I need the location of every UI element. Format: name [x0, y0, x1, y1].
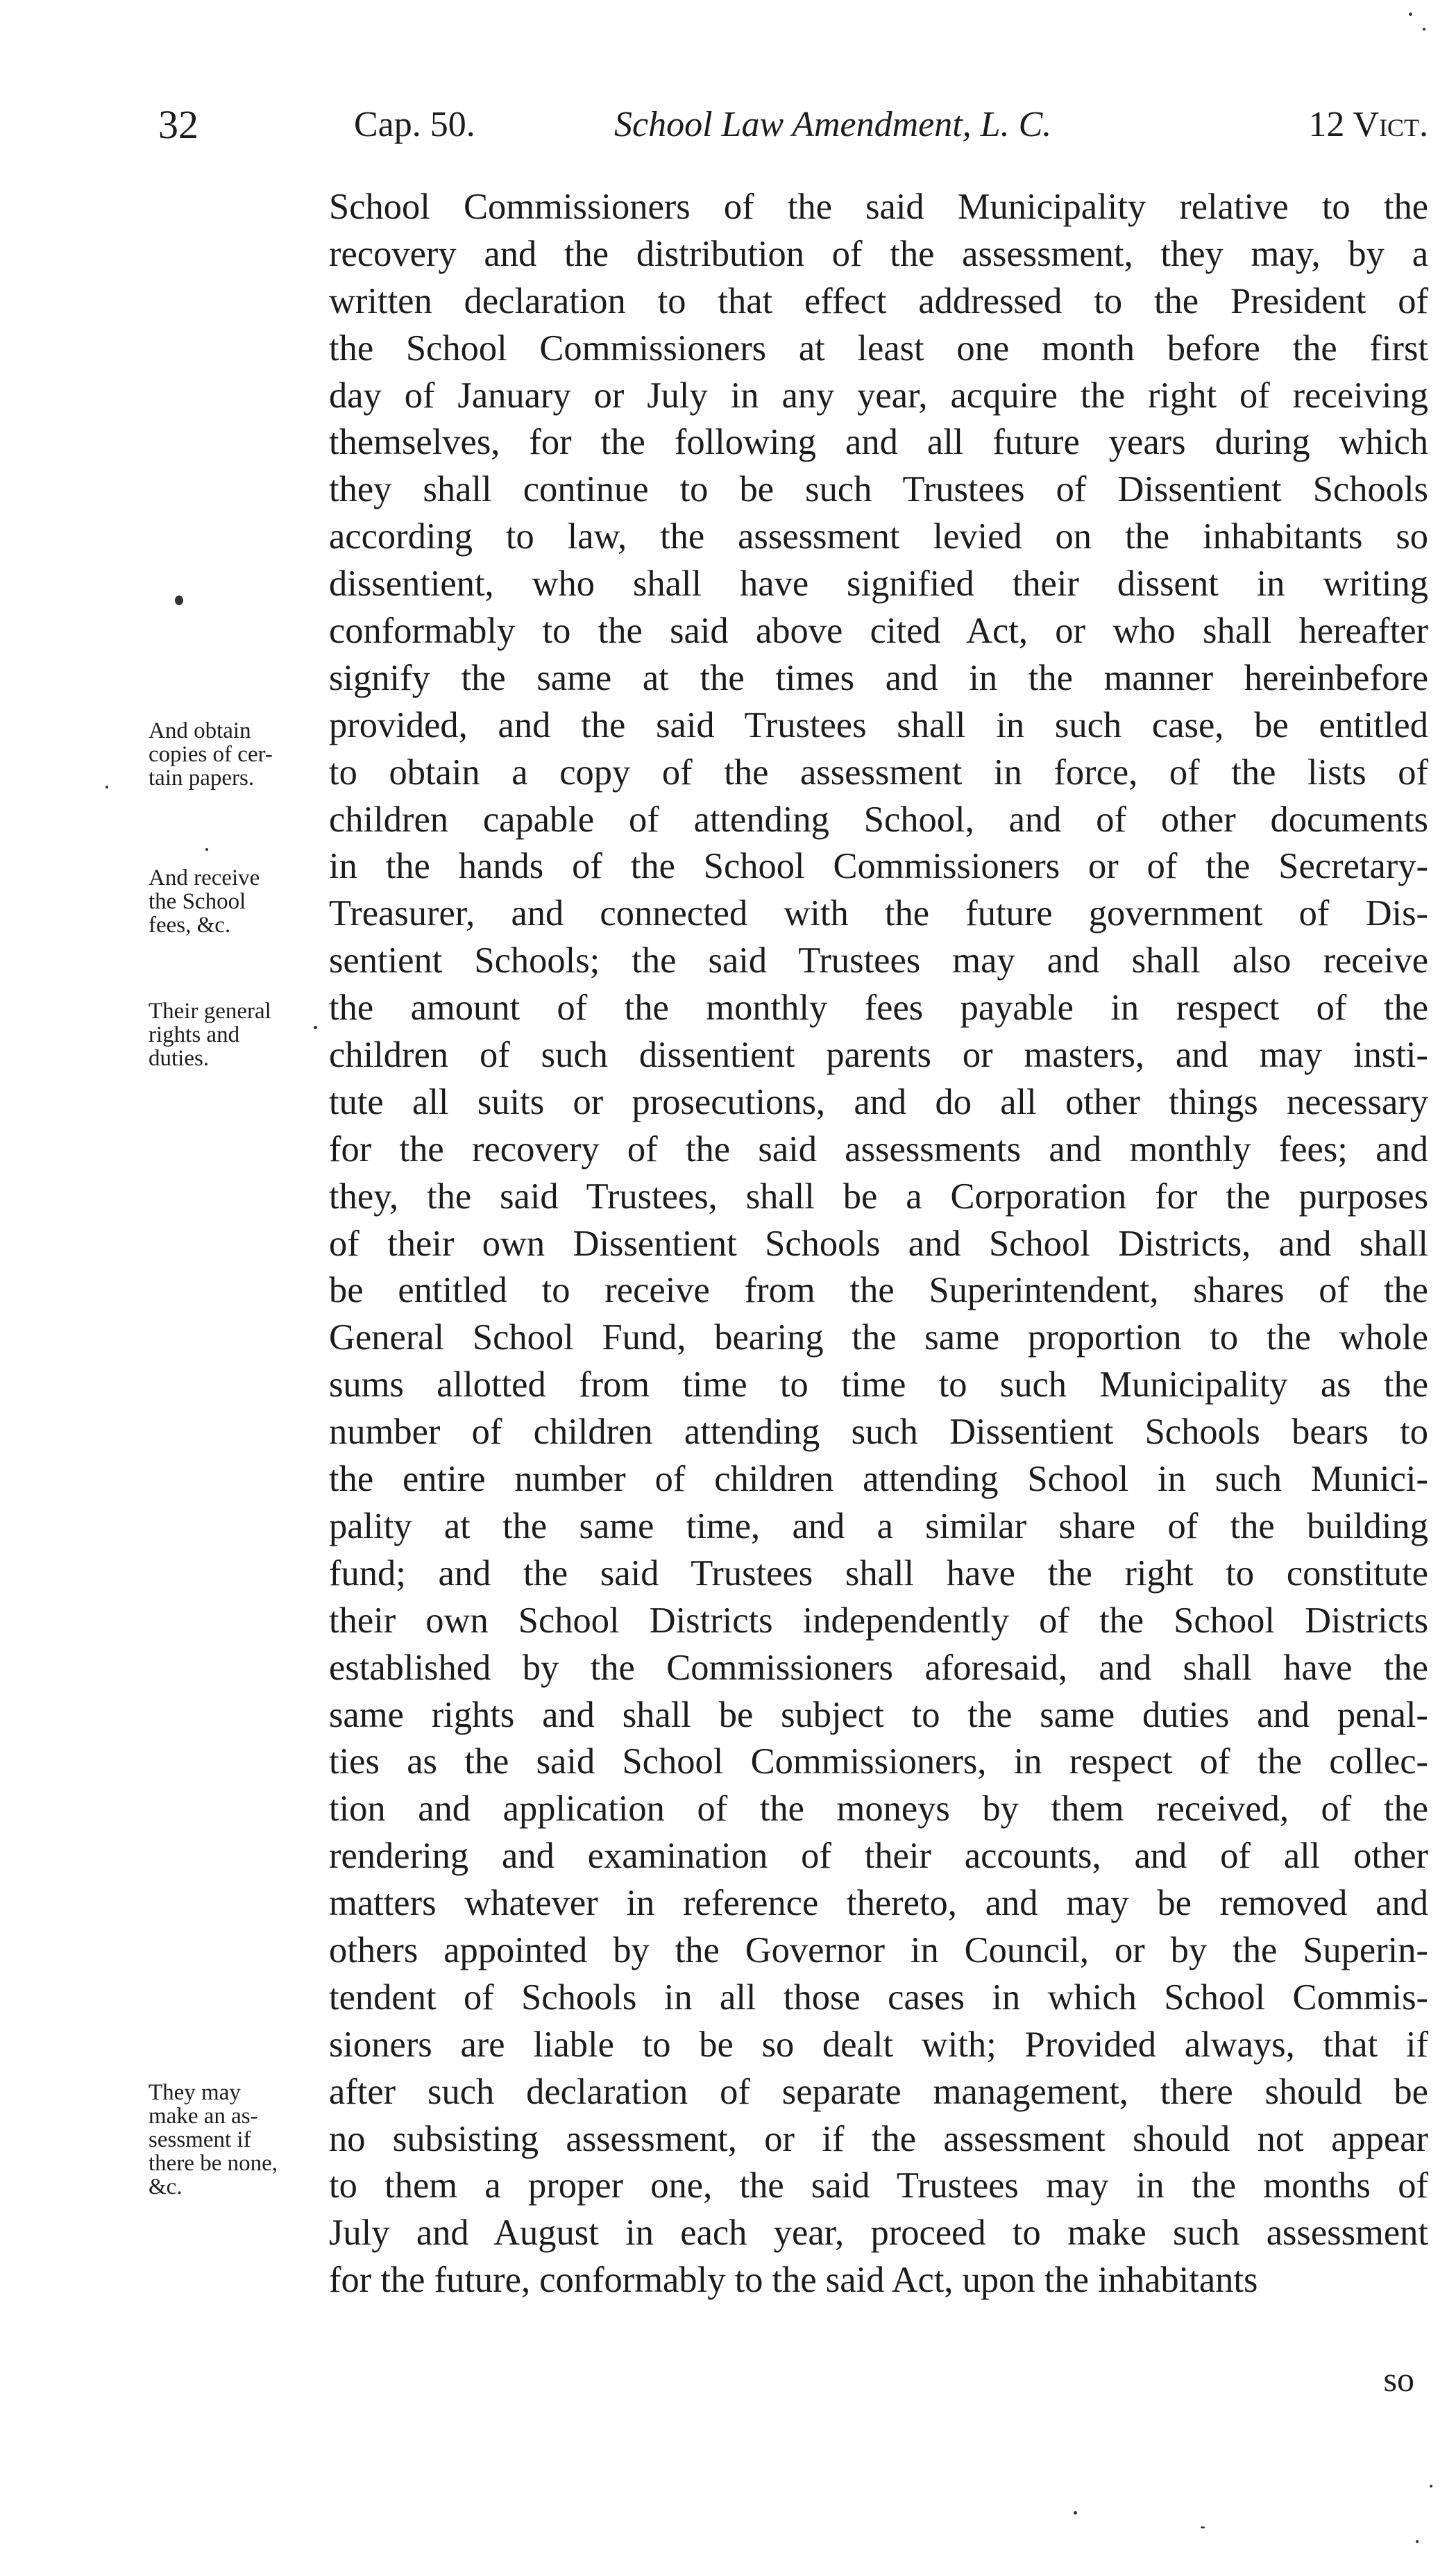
- body-line: same rights and shall be subject to the same duties and penal-: [329, 1694, 1428, 1735]
- body-line: signify the same at the times and in the manner hereinbefore: [329, 657, 1428, 698]
- ink-speck: [314, 1026, 317, 1029]
- body-line: ties as the said School Commissioners, in respect of the collec-: [329, 1741, 1428, 1782]
- running-header: [0, 97, 1456, 153]
- page-number: 32: [158, 102, 198, 147]
- body-line: day of January or July in any year, acquire the right of receiving: [329, 375, 1428, 416]
- body-line: no subsisting assessment, or if the assessment should not appear: [329, 2118, 1428, 2159]
- body-line: tion and application of the moneys by them received, of the: [329, 1789, 1428, 1830]
- body-line: tendent of Schools in all those cases in which School Commis-: [329, 1977, 1428, 2018]
- body-line: they shall continue to be such Trustees of Dissentient Schools: [329, 469, 1428, 510]
- chapter-number: Cap. 50.: [354, 105, 475, 144]
- body-line: children of such dissentient parents or masters, and may insti-: [329, 1035, 1428, 1076]
- ink-speck: [1416, 2540, 1419, 2543]
- body-line: July and August in each year, proceed to make such assessment: [329, 2213, 1428, 2254]
- body-line: written declaration to that effect addressed to the President of: [329, 280, 1428, 321]
- body-line: established by the Commissioners aforesaid, and shall have the: [329, 1647, 1428, 1688]
- catchword: so: [1383, 2360, 1414, 2399]
- ink-speck: [1423, 28, 1425, 31]
- body-line: after such declaration of separate management, there should be: [329, 2071, 1428, 2112]
- body-line: the School Commissioners at least one month before the first: [329, 328, 1428, 369]
- body-line: of their own Dissentient Schools and School Districts, and shall: [329, 1223, 1428, 1264]
- body-line: School Commissioners of the said Municipality relative to the: [329, 187, 1428, 227]
- running-title: School Law Amendment, L. C.: [614, 105, 1052, 144]
- body-line: themselves, for the following and all future years during which: [329, 422, 1428, 463]
- body-line: the amount of the monthly fees payable in respect of the: [329, 988, 1428, 1029]
- body-line: they, the said Trustees, shall be a Corporation for the purposes: [329, 1176, 1428, 1217]
- ink-speck: [1409, 12, 1412, 16]
- body-line: number of children attending such Dissentient Schools bears to: [329, 1412, 1428, 1453]
- body-line: others appointed by the Governor in Council, or by the Superin-: [329, 1929, 1428, 1970]
- body-line: conformably to the said above cited Act, or who shall hereafter: [329, 611, 1428, 652]
- body-line: pality at the same time, and a similar share of the building: [329, 1505, 1428, 1546]
- body-line: to them a proper one, the said Trustees may in the months of: [329, 2165, 1428, 2206]
- ink-speck: [1074, 2511, 1077, 2515]
- margin-note-obtain-copies: And obtain copies of cer- tain papers.: [149, 718, 273, 791]
- body-line: rendering and examination of their accounts, and of all other: [329, 1836, 1428, 1877]
- body-text: [329, 184, 1428, 2304]
- body-line: sentient Schools; the said Trustees may and shall also receive: [329, 940, 1428, 981]
- regnal-year: 12 Vict.: [1308, 105, 1428, 144]
- body-line: dissentient, who shall have signified their dissent in writing: [329, 564, 1428, 605]
- body-line: tute all suits or prosecutions, and do all other things necessary: [329, 1081, 1428, 1122]
- body-line: fund; and the said Trustees shall have the right to constitute: [329, 1553, 1428, 1594]
- body-line: sioners are liable to be so dealt with; Provided always, that if: [329, 2024, 1428, 2065]
- body-line: General School Fund, bearing the same proportion to the whole: [329, 1317, 1428, 1358]
- body-line: recovery and the distribution of the assessment, they may, by a: [329, 233, 1428, 274]
- body-line: to obtain a copy of the assessment in force, of the lists of: [329, 752, 1428, 793]
- body-line: be entitled to receive from the Superintendent, shares of the: [329, 1270, 1428, 1311]
- ink-speck: [175, 595, 183, 605]
- body-line: children capable of attending School, and of other documents: [329, 799, 1428, 840]
- ink-speck: [205, 848, 208, 851]
- ink-speck: [105, 786, 108, 788]
- margin-note-receive-fees: And receive the School fees, &c.: [149, 865, 260, 938]
- body-line: matters whatever in reference thereto, and may be removed and: [329, 1883, 1428, 1924]
- body-line: sums allotted from time to time to such Municipality as the: [329, 1365, 1428, 1405]
- margin-note-general-rights: Their general rights and duties.: [149, 999, 271, 1071]
- body-line: for the future, conformably to the said Act, upon the inhabitants: [329, 2260, 1258, 2301]
- body-line: according to law, the assessment levied on the inhabitants so: [329, 516, 1428, 557]
- ink-speck: [1201, 2526, 1205, 2528]
- body-line: their own School Districts independently of the School Districts: [329, 1600, 1428, 1641]
- body-line: for the recovery of the said assessments and monthly fees; and: [329, 1129, 1428, 1169]
- body-line: in the hands of the School Commissioners or of the Secretary-: [329, 846, 1428, 887]
- body-line: Treasurer, and connected with the future government of Dis-: [329, 893, 1428, 934]
- ink-speck: [1430, 2485, 1432, 2487]
- body-line: the entire number of children attending School in such Munici-: [329, 1459, 1428, 1500]
- body-line: provided, and the said Trustees shall in such case, be entitled: [329, 704, 1428, 745]
- margin-note-make-assessment: They may make an as- sessment if there be none, &c.: [149, 2080, 278, 2199]
